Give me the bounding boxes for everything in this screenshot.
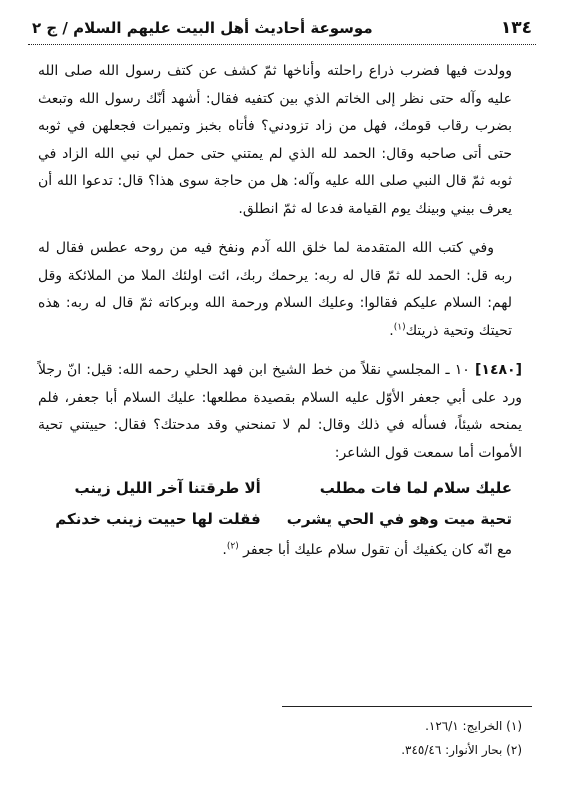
paragraph-2: وفي كتب الله المتقدمة لما خلق الله آدم ونفخ فيه من روحه عطس فقال له ربه قل: الحمد لله ثمّ قال له ربه: يرحمك ربك، ائت اولئك الملا من الملائكة وقل لهم: السلام عليكم فقالوا: وعليك السلام ورحمة الله وبركاته ثمّ قال له ربه: هذه تحيتك وتحية ذريتك$^{(١)}$.: [38, 240, 512, 339]
footnote-1: (١) الخرايج: ١٢٦/١.: [425, 719, 522, 733]
paragraph-2-text: وفي كتب الله المتقدمة لما خلق الله آدم ونفخ فيه من روحه عطس فقال له ربه قل: الحمد لله ثمّ قال له ربه: يرحمك ربك، ائت اولئك الملا من الملائكة وقل لهم: السلام عليكم فقالوا: وعليك السلام ورحمة الله وبركاته ثمّ قال له ربه: هذه تحيتك وتحية ذريتك: [38, 240, 512, 339]
poem-hemistich-first: عليك سلام لما فات مطلب: [319, 479, 512, 497]
paragraph-1: وولدت فيها فضرب ذراع راحلته وأناخها ثمّ كشف عن كتف رسول الله صلى الله عليه وآله حتى نظر إلى الخاتم الذي بين كتفيه فقال: أشهد أنّك رسول الله وتبعث بضرب رقاب قومك، فهل من زاد تزودني؟ فأتاه بخبز وتميرات فجعلهن في ثوبه حتى أتى صاحبه وقال: الحمد لله الذي لم يمتني حتى حمل لي نبي الله الزاد في ثوبه ثمّ قال النبي صلى الله عليه وآله: هل من حاجة سوى هذا؟ قال: تدعوا الله أن يعرف بيني وبينك يوم القيامة فدعا له ثمّ انطلق.: [38, 63, 512, 217]
hadith-number: [١٤٨٠]: [475, 362, 522, 378]
poem-hemistich-second: فقلت لها حييت زينب خدنكم: [55, 510, 261, 528]
footnote-divider: [282, 706, 532, 707]
hadith-text: ١٠ ـ المجلسي نقلاً من خط الشيخ ابن فهد الحلي رحمه الله: قيل: انّ رجلاً ورد على أبي جعفر الأوّل عليه السلام بقصيدة مطلعها: عليك السلام أبا جعفر، فلم يمنحه شيئاً، فسأله في ذلك وقال: لم لا تمنحني وقد مدحتك؟ فقال: حييتني تحية الأموات أما سمعت قول الشاعر:: [38, 362, 522, 461]
poem-verse: [38, 504, 512, 535]
footnote-ref-1: (١): [393, 321, 406, 332]
poem: [38, 473, 512, 535]
running-title: موسوعة أحاديث أهل البيت عليهم السلام / ج ٢: [32, 19, 373, 37]
hadith-paragraph: [38, 357, 522, 467]
footnotes: [40, 714, 522, 762]
page-body: [38, 58, 522, 565]
poem-hemistich-second: ألا طرقتنا آخر الليل زينب: [74, 479, 261, 497]
paragraph-gap: [38, 223, 512, 235]
page-header: [28, 14, 536, 45]
closing-line-text: مع انّه كان يكفيك أن تقول سلام عليك أبا جعفر: [243, 542, 512, 558]
page-number: ١٣٤: [500, 18, 532, 38]
footnote-ref-2: (٢): [226, 541, 239, 552]
closing-line: مع انّه كان يكفيك أن تقول سلام عليك أبا جعفر $^{(٢)}$.: [222, 541, 512, 558]
paragraph-gap: [38, 345, 512, 357]
poem-verse: [38, 473, 512, 504]
poem-hemistich-first: تحية ميت وهو في الحي يشرب: [286, 510, 512, 528]
footnote-2: (٢) بحار الأنوار: ٣٤٥/٤٦.: [401, 743, 522, 757]
